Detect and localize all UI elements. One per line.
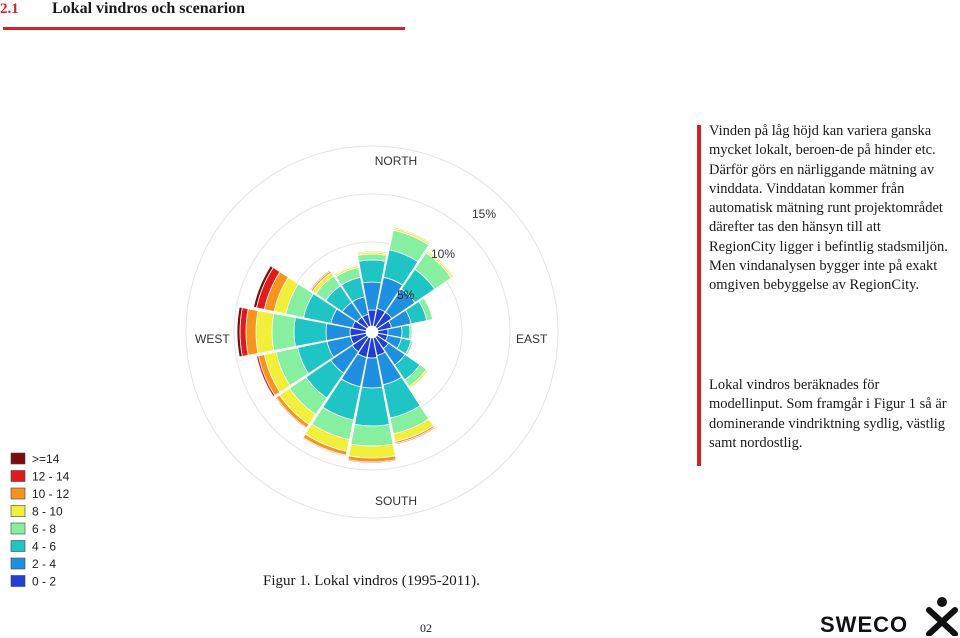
logo-mark-icon [925,596,959,636]
rose-petal-segment [358,254,387,261]
ring-label-5: 5% [397,288,415,302]
legend-label: 6 - 8 [32,522,57,536]
rose-petal-segment [359,260,386,283]
legend-swatch [11,453,25,464]
body-paragraph-1: Vinden på låg höjd kan variera ganska mycket lokalt, beroen-de på hinder etc. Därför görs en närliggande mätning av vinddata. Vinddatan kommer från automatisk mätning runt projektområdet därefter tas den hänsyn till att RegionCity ligger i befintlig stadsmiljön. Men vindanalysen bygger inte på exakt omgiven bebyggelse av RegionCity. [709,123,948,294]
legend-label: 4 - 6 [32,539,57,554]
direction-north-label: NORTH [374,154,418,168]
section-number: 2.1 [0,1,19,17]
heading-rule [3,27,405,30]
wind-rose-figure [0,140,560,600]
legend-label: 0 - 2 [32,574,57,589]
rose-petal-segment [355,387,390,426]
legend-swatch [11,523,25,534]
direction-south-label: SOUTH [375,494,417,508]
figure-caption: Figur 1. Lokal vindros (1995-2011). [263,573,480,589]
legend-swatch [11,488,25,499]
legend-label: >=14 [32,452,60,466]
wind-rose-chart [0,140,560,600]
speed-legend [11,452,70,589]
rose-petal-segment [272,314,295,351]
section-heading [0,0,245,20]
rose-center [366,326,378,338]
rose-petal-segment [349,444,396,458]
rose-petal-segment [246,309,258,356]
rose-petal-segment [401,325,410,339]
direction-east-label: EAST [516,332,548,346]
legend-swatch [11,558,25,569]
sidebar-accent-bar [697,125,701,466]
section-title: Lokal vindros och scenarion [52,0,246,17]
ring-label-15: 15% [472,207,497,221]
legend-label: 2 - 4 [32,557,57,571]
sweco-logo [820,594,960,636]
legend-label: 8 - 10 [32,504,63,519]
ring-label-10: 10% [431,247,456,261]
logo-wordmark: SWECO [820,612,909,637]
rose-petal-segment [409,325,412,340]
rose-petal-segment [294,318,327,347]
legend-swatch [11,506,25,517]
legend-swatch [11,576,25,587]
direction-west-label: WEST [195,332,230,346]
legend-swatch [11,471,25,482]
page-number: 02 [420,621,432,635]
legend-swatch [11,541,25,552]
rose-petal-segment [351,424,393,446]
legend-label: 12 - 14 [32,469,70,484]
body-paragraph-2: Lokal vindros beräknades för modellinput. Som framgår i Figur 1 så är dominerande vindriktning sydlig, västlig samt nordostlig. [709,377,947,451]
rose-petal-segment [256,311,274,354]
legend-label: 10 - 12 [32,487,70,501]
